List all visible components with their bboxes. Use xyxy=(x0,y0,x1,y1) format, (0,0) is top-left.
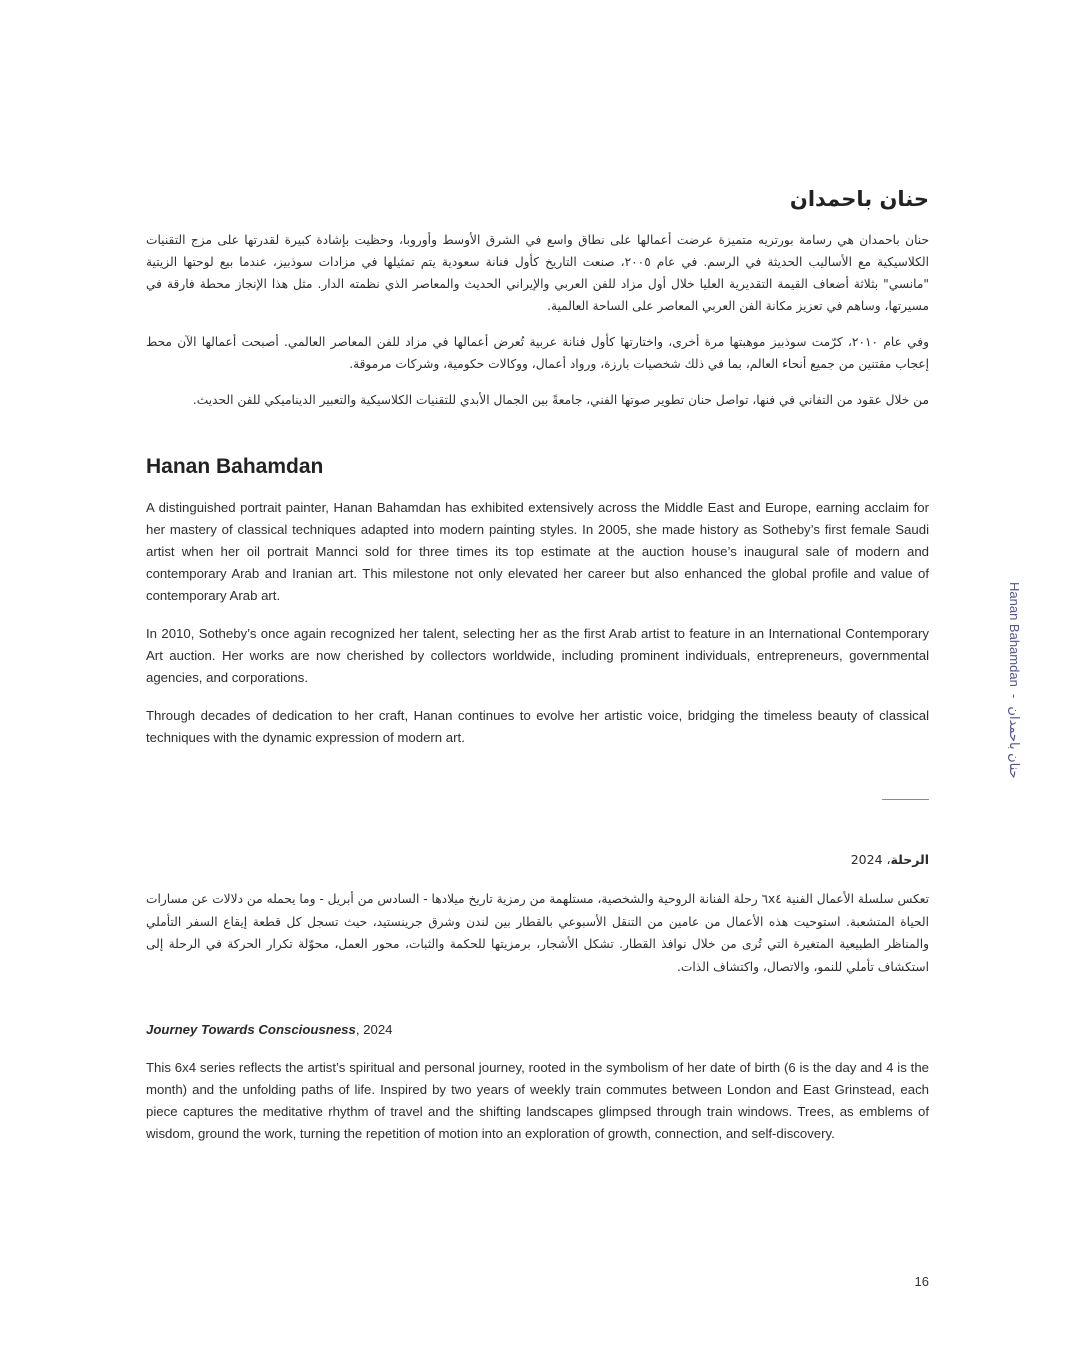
arabic-biography xyxy=(146,229,929,425)
arabic-artwork-name: الرحلة xyxy=(890,852,929,867)
english-artwork-description-text: This 6x4 series reflects the artist’s spiritual and personal journey, rooted in the symbolism of her date of birth (6 is the day and 4 is the month) and the unfolding paths of life. Inspired by two years of weekly train commutes between London and East Grinstead, each piece captures the meditative rhythm of travel and the shifting landscapes glimpsed through train windows. Trees, as emblems of wisdom, ground the work, turning the repetition of motion into an exploration of growth, connection, and self-discovery. xyxy=(146,1060,929,1141)
arabic-artwork-description-text: تعكس سلسلة الأعمال الفنية ٦x٤ رحلة الفنانة الروحية والشخصية، مستلهمة من رمزية تاريخ ميلادها - السادس من أبريل - وما يحمله من دلالات عن مسارات الحياة المتشعبة. استوحيت هذه الأعمال من عامين من التنقل الأسبوعي بالقطار بين لندن وشرق جرينستيد، حيث تسجل كل قطعة إيقاع السفر التأملي والمناظر الطبيعية المتغيرة التي تُرى من خلال نوافذ القطار. تشكل الأشجار، برمزيتها للحكمة والثبات، محور العمل، محوّلة تكرار الحركة في الرحلة إلى استكشاف تأملي للنمو، والاتصال، واكتشاف الذات. xyxy=(146,892,929,974)
english-artwork-name: Journey Towards Consciousness xyxy=(146,1022,356,1037)
english-artwork-separator: , xyxy=(355,1022,364,1037)
side-label-english: Hanan Bahamdan xyxy=(1007,582,1022,687)
arabic-artwork-separator: ، xyxy=(882,852,891,867)
arabic-artwork-description xyxy=(146,888,929,978)
section-divider xyxy=(882,799,929,800)
arabic-artwork-title xyxy=(146,850,929,870)
english-artwork-description xyxy=(146,1057,929,1145)
arabic-bio-paragraph-1: حنان باحمدان هي رسامة بورتريه متميزة عرضت أعمالها على نطاق واسع في الشرق الأوسط وأوروبا، وحظيت بإشادة كبيرة لقدرتها على مزج التقنيات الكلاسيكية مع الأساليب الحديثة في الرسم. في عام ٢٠٠٥، صنعت التاريخ كأول فنانة سعودية يتم تمثيلها في مزادات سوذبيز، عندما بيع لوحتها الزيتية "مانسي" بثلاثة أضعاف القيمة التقديرية العليا خلال أول مزاد للفن العربي والإيراني الحديث والمعاصر الذي نظمته الدار. مثل هذا الإنجاز محطة فارقة في مسيرتها، وساهم في تعزيز مكانة الفن العربي المعاصر على الساحة العالمية. xyxy=(146,233,929,313)
side-label-arabic: حنان باحمدان xyxy=(1007,706,1022,779)
english-biography xyxy=(146,497,929,765)
english-bio-paragraph-2: In 2010, Sotheby’s once again recognized her talent, selecting her as the first Arab artist to feature in an International Contemporary Art auction. Her works are now cherished by collectors worldwide, including prominent individuals, entrepreneurs, governmental agencies, and corporations. xyxy=(146,626,929,685)
english-artist-name-heading: Hanan Bahamdan xyxy=(146,455,324,478)
arabic-artwork-year: 2024 xyxy=(850,852,883,867)
arabic-bio-paragraph-2: وفي عام ٢٠١٠، كرّمت سوذبيز موهبتها مرة أخرى، واختارتها كأول فنانة عربية تُعرض أعمالها في مزاد للفن المعاصر العالمي. أصبحت أعمالها الآن محط إعجاب مقتنين من جميع أنحاء العالم، بما في ذلك شخصيات بارزة، ورواد أعمال، ووكالات حكومية، وشركات مرموقة. xyxy=(146,335,929,371)
side-label-separator: - xyxy=(1007,694,1022,699)
english-bio-paragraph-3: Through decades of dedication to her craft, Hanan continues to evolve her artistic voice, bridging the timeless beauty of classical techniques with the dynamic expression of modern art. xyxy=(146,708,929,745)
english-bio-paragraph-1: A distinguished portrait painter, Hanan Bahamdan has exhibited extensively across the Middle East and Europe, earning acclaim for her mastery of classical techniques adapted into modern painting styles. In 2005, she made history as Sotheby’s first female Saudi artist when her oil portrait Mannci sold for three times its top estimate at the auction house’s inaugural sale of modern and contemporary Arab and Iranian art. This milestone not only elevated her career but also enhanced the global profile and value of contemporary Arab art. xyxy=(146,500,929,603)
arabic-artist-name-heading: حنان باحمدان xyxy=(789,187,929,211)
english-artwork-title xyxy=(146,1020,393,1040)
vertical-side-label xyxy=(1006,582,1022,782)
arabic-bio-paragraph-3: من خلال عقود من التفاني في فنها، تواصل حنان تطوير صوتها الفني، جامعةً بين الجمال الأبدي للتقنيات الكلاسيكية والتعبير الديناميكي للفن الحديث. xyxy=(192,393,929,407)
page-number: 16 xyxy=(914,1274,929,1289)
english-artwork-year: 2024 xyxy=(363,1022,393,1037)
